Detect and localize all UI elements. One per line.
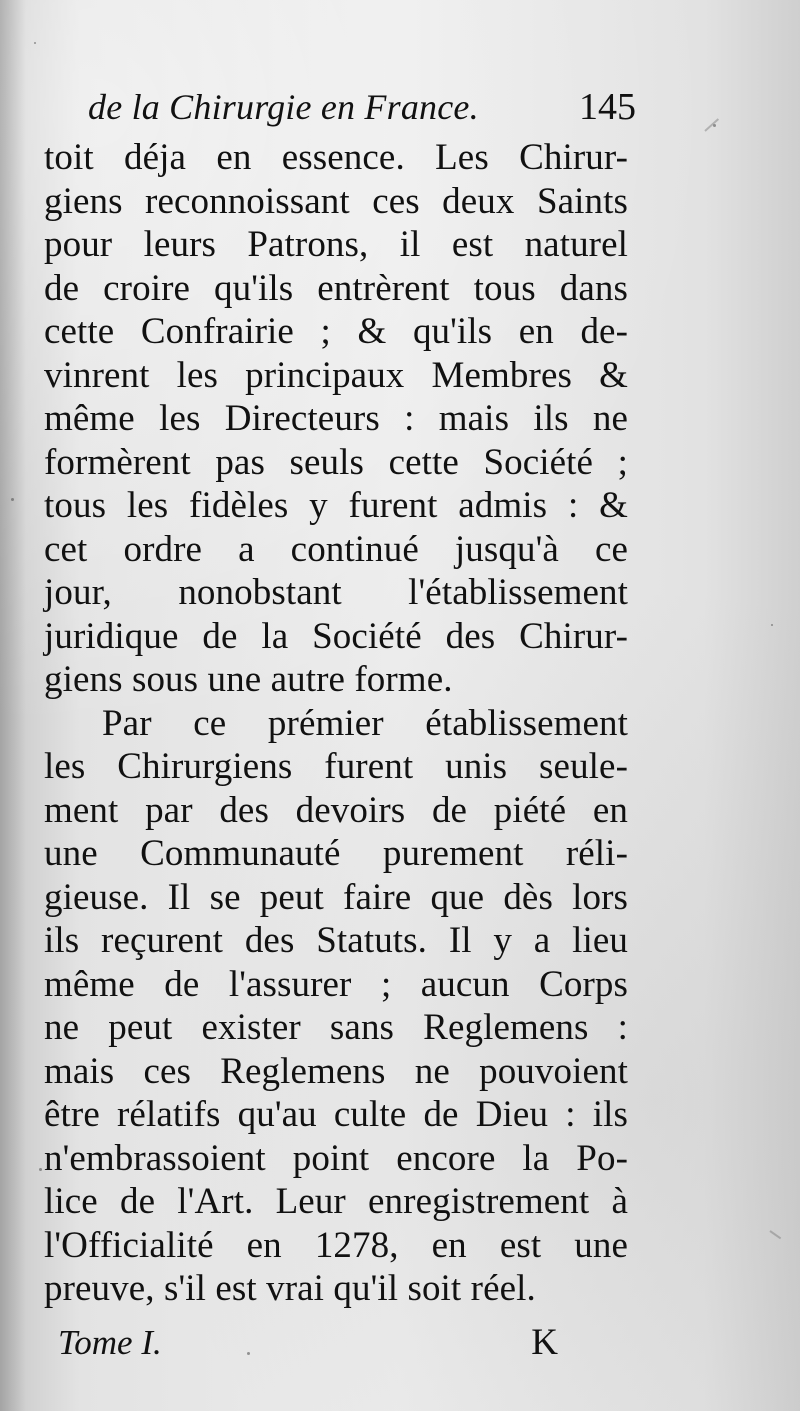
ink-speck bbox=[11, 498, 14, 501]
paper-mark bbox=[704, 118, 719, 132]
running-title: de la Chirurgie en France. bbox=[88, 87, 479, 127]
text-line: même de l'assurer ; aucun Corps bbox=[44, 963, 628, 1005]
volume-label: Tome I. bbox=[58, 1323, 162, 1362]
paper-mark bbox=[769, 1230, 781, 1239]
text-line: cet ordre a continué jusqu'à ce bbox=[44, 528, 628, 570]
page-edge-shadow bbox=[0, 0, 26, 1411]
running-head bbox=[88, 84, 636, 130]
text-line: de croire qu'ils entrèrent tous dans bbox=[44, 267, 628, 309]
text-line: mais ces Reglemens ne pouvoient bbox=[44, 1050, 628, 1092]
text-line: giens reconnoissant ces deux Saints bbox=[44, 180, 628, 222]
signature-mark: K bbox=[531, 1322, 558, 1363]
text-line: ils reçurent des Statuts. Il y a lieu bbox=[44, 920, 628, 961]
ink-speck bbox=[247, 1352, 250, 1355]
text-line: cette Confrairie ; & qu'ils en de- bbox=[44, 311, 628, 352]
text-line: même les Directeurs : mais ils ne bbox=[44, 398, 628, 439]
ink-speck bbox=[34, 42, 36, 44]
text-line: tous les fidèles y furent admis : & bbox=[44, 485, 628, 526]
text-line: formèrent pas seuls cette Société ; bbox=[44, 441, 628, 483]
text-line: une Communauté purement réli- bbox=[44, 833, 628, 874]
text-line: juridique de la Société des Chirur- bbox=[44, 615, 628, 657]
ink-speck bbox=[39, 1168, 42, 1171]
text-line: Par ce prémier établissement bbox=[102, 702, 628, 744]
text-line: n'embrassoient point encore la Po- bbox=[44, 1137, 628, 1179]
page-number: 145 bbox=[579, 86, 636, 128]
text-line: preuve, s'il est vrai qu'il soit réel. bbox=[44, 1268, 536, 1309]
text-line: giens sous une autre forme. bbox=[44, 659, 453, 700]
ink-speck bbox=[771, 624, 773, 626]
text-line: lice de l'Art. Leur enregistrement à bbox=[44, 1181, 628, 1222]
text-line: jour, nonobstant l'établissement bbox=[44, 572, 628, 613]
text-line: vinrent les principaux Membres & bbox=[44, 354, 628, 396]
text-line: ne peut exister sans Reglemens : bbox=[44, 1007, 628, 1048]
body-text bbox=[44, 136, 628, 1311]
text-line: les Chirurgiens furent unis seule- bbox=[44, 746, 628, 787]
text-line: ment par des devoirs de piété en bbox=[44, 789, 628, 831]
text-line: gieuse. Il se peut faire que dès lors bbox=[44, 876, 628, 918]
text-line: être rélatifs qu'au culte de Dieu : ils bbox=[44, 1094, 628, 1135]
text-line: l'Officialité en 1278, en est une bbox=[44, 1224, 628, 1266]
text-line: toit déja en essence. Les Chirur- bbox=[44, 137, 628, 178]
page-footer bbox=[58, 1320, 558, 1370]
text-line: pour leurs Patrons, il est naturel bbox=[44, 224, 628, 265]
